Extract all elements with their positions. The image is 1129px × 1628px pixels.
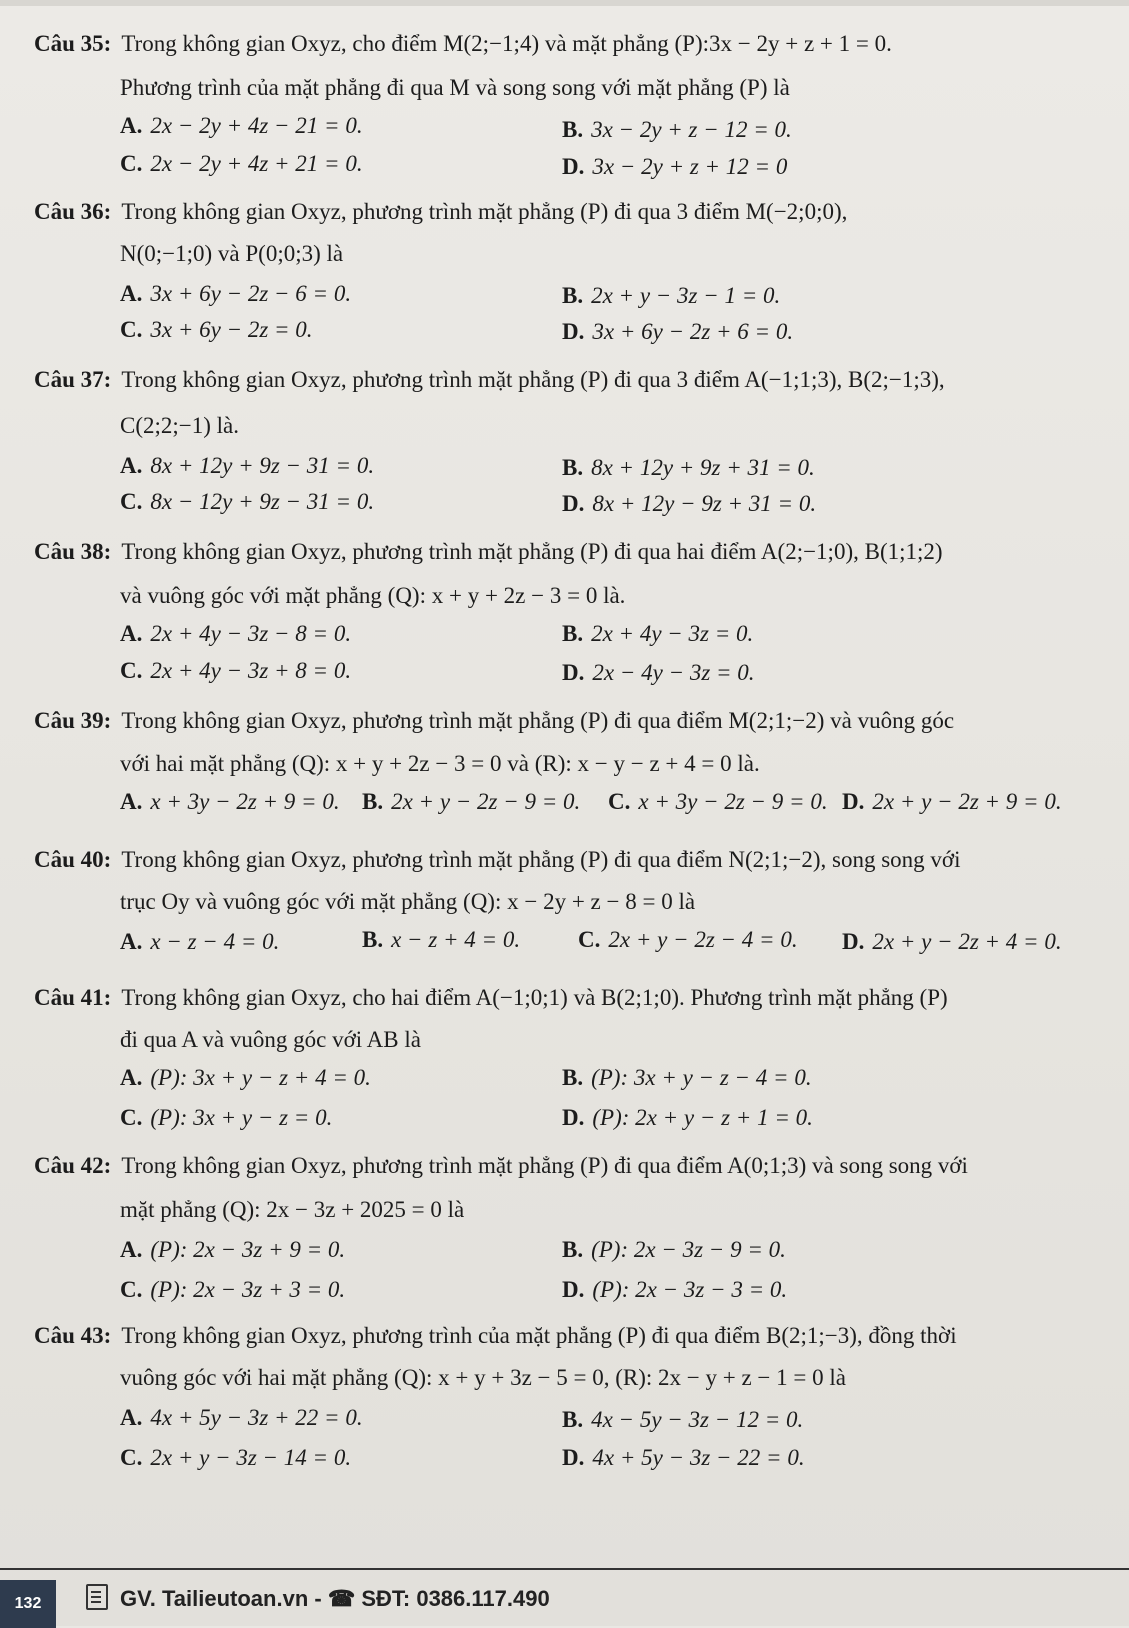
option-d: D. 3x − 2y + z + 12 = 0 <box>562 154 788 179</box>
option-b: B. 2x + 4y − 3z = 0. <box>562 621 754 646</box>
page-number: 132 <box>0 1580 56 1628</box>
option-a: A. (P): 3x + y − z + 4 = 0. <box>120 1065 371 1090</box>
option-c: C. 2x + y − 3z − 14 = 0. <box>120 1445 352 1470</box>
page-footer <box>0 1568 1129 1628</box>
option-a: A. (P): 2x − 3z + 9 = 0. <box>120 1237 346 1262</box>
option-a: A. x − z − 4 = 0. <box>120 929 280 954</box>
question-39-line1: Câu 39: Trong không gian Oxyz, phương trình mặt phẳng (P) đi qua điểm M(2;1;−2) và vuông góc <box>34 708 955 733</box>
question-42-line2: mặt phẳng (Q): 2x − 3z + 2025 = 0 là <box>120 1197 465 1222</box>
option-c: C. x + 3y − 2z − 9 = 0. <box>608 789 828 814</box>
top-strip <box>0 0 1129 6</box>
option-c: C. 3x + 6y − 2z = 0. <box>120 317 313 342</box>
option-c: C. (P): 3x + y − z = 0. <box>120 1105 333 1130</box>
option-b: B. (P): 2x − 3z − 9 = 0. <box>562 1237 786 1262</box>
option-d: D. 2x + y − 2z + 9 = 0. <box>842 789 1062 814</box>
question-37-line2: C(2;2;−1) là. <box>120 413 240 438</box>
question-40-line2: trục Oy và vuông góc với mặt phẳng (Q): x − 2y + z − 8 = 0 là <box>120 889 696 914</box>
question-40-line1: Câu 40: Trong không gian Oxyz, phương trình mặt phẳng (P) đi qua điểm N(2;1;−2), song song với <box>34 847 961 872</box>
option-b: B. x − z + 4 = 0. <box>362 927 521 952</box>
option-a: A. 2x + 4y − 3z − 8 = 0. <box>120 621 352 646</box>
option-c: C. 2x − 2y + 4z + 21 = 0. <box>120 151 363 176</box>
option-d: D. 8x + 12y − 9z + 31 = 0. <box>562 491 817 516</box>
question-43-line1: Câu 43: Trong không gian Oxyz, phương trình của mặt phẳng (P) đi qua điểm B(2;1;−3), đồng thời <box>34 1323 957 1348</box>
option-c: C. (P): 2x − 3z + 3 = 0. <box>120 1277 346 1302</box>
option-a: A. 4x + 5y − 3z + 22 = 0. <box>120 1405 363 1430</box>
option-d: D. 3x + 6y − 2z + 6 = 0. <box>562 319 794 344</box>
question-43-line2: vuông góc với hai mặt phẳng (Q): x + y + 3z − 5 = 0, (R): 2x − y + z − 1 = 0 là <box>120 1365 846 1390</box>
option-b: B. 2x + y − 2z − 9 = 0. <box>362 789 581 814</box>
question-41-line1: Câu 41: Trong không gian Oxyz, cho hai điểm A(−1;0;1) và B(2;1;0). Phương trình mặt phẳng (P) <box>34 985 948 1010</box>
option-d: D. (P): 2x + y − z + 1 = 0. <box>562 1105 813 1130</box>
option-d: D. (P): 2x − 3z − 3 = 0. <box>562 1277 788 1302</box>
option-b: B. 2x + y − 3z − 1 = 0. <box>562 283 781 308</box>
option-b: B. 8x + 12y + 9z + 31 = 0. <box>562 455 815 480</box>
option-b: B. (P): 3x + y − z − 4 = 0. <box>562 1065 812 1090</box>
option-c: C. 2x + y − 2z − 4 = 0. <box>578 927 798 952</box>
option-c: C. 8x − 12y + 9z − 31 = 0. <box>120 489 375 514</box>
option-b: B. 3x − 2y + z − 12 = 0. <box>562 117 792 142</box>
option-a: A. x + 3y − 2z + 9 = 0. <box>120 789 340 814</box>
option-a: A. 2x − 2y + 4z − 21 = 0. <box>120 113 363 138</box>
option-c: C. 2x + 4y − 3z + 8 = 0. <box>120 658 352 683</box>
question-35-line2: Phương trình của mặt phẳng đi qua M và song song với mặt phẳng (P) là <box>120 75 790 100</box>
question-38-line1: Câu 38: Trong không gian Oxyz, phương trình mặt phẳng (P) đi qua hai điểm A(2;−1;0), B(1;1;2) <box>34 539 943 564</box>
option-a: A. 3x + 6y − 2z − 6 = 0. <box>120 281 352 306</box>
option-d: D. 4x + 5y − 3z − 22 = 0. <box>562 1445 805 1470</box>
question-37-line1: Câu 37: Trong không gian Oxyz, phương trình mặt phẳng (P) đi qua 3 điểm A(−1;1;3), B(2;−1;3), <box>34 367 945 392</box>
question-42-line1: Câu 42: Trong không gian Oxyz, phương trình mặt phẳng (P) đi qua điểm A(0;1;3) và song song với <box>34 1153 968 1178</box>
question-36-line1: Câu 36: Trong không gian Oxyz, phương trình mặt phẳng (P) đi qua 3 điểm M(−2;0;0), <box>34 199 848 224</box>
option-a: A. 8x + 12y + 9z − 31 = 0. <box>120 453 375 478</box>
question-39-line2: với hai mặt phẳng (Q): x + y + 2z − 3 = 0 và (R): x − y − z + 4 = 0 là. <box>120 751 760 776</box>
option-d: D. 2x + y − 2z + 4 = 0. <box>842 929 1062 954</box>
document-icon <box>86 1584 108 1610</box>
question-35-line1: Câu 35: Trong không gian Oxyz, cho điểm M(2;−1;4) và mặt phẳng (P):3x − 2y + z + 1 = 0. <box>34 31 892 56</box>
option-b: B. 4x − 5y − 3z − 12 = 0. <box>562 1407 804 1432</box>
footer-credit: GV. Tailieutoan.vn - ☎ SĐT: 0386.117.490 <box>120 1586 550 1611</box>
option-d: D. 2x − 4y − 3z = 0. <box>562 660 755 685</box>
question-41-line2: đi qua A và vuông góc với AB là <box>120 1027 421 1052</box>
question-36-line2: N(0;−1;0) và P(0;0;3) là <box>120 241 344 266</box>
question-38-line2: và vuông góc với mặt phẳng (Q): x + y + 2z − 3 = 0 là. <box>120 583 626 608</box>
